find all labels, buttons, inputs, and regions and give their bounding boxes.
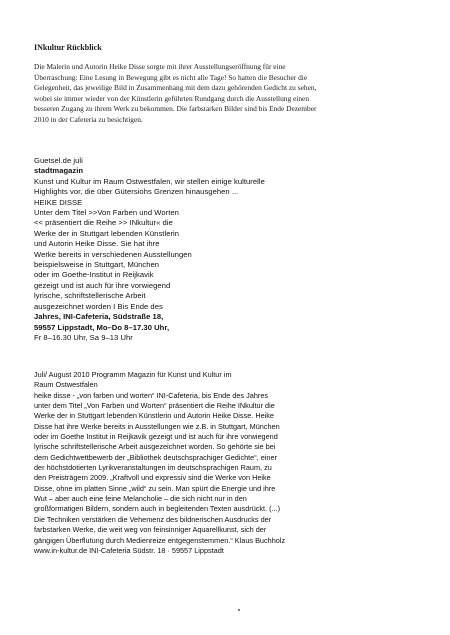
clipping-line: Juli/ August 2010 Programm Magazin für Kunst und Kultur im [34,370,232,379]
section1-line: wobei sie immer wieder von der Künstlerin geführten Rundgang durch die Ausstellung einen [34,93,310,103]
section1-line: Überraschung: Eine Lesung in Bewegung gibt es nicht alle Tage! So hatten die Besucher die [34,72,308,82]
clipping-line: << präsentiert die Reihe >> INkultur« die [34,218,173,228]
section1-line: besseren Zugang zu ihrem Werk zu bekommen. Die farbstarken Bilder sind bis Ende Dezember [34,104,317,114]
clipping-line: Werke der in Stuttgart lebenden Künstlerin und Autorin Heike Disse. Heike [34,411,274,421]
clipping-line: beispielsweise in Stuttgart, München [34,260,160,270]
section-guetsel-clipping [34,156,424,343]
clipping-line: Jahres, INI-Cafeteria, Südstraße 18, [34,312,164,322]
clipping-line: dem Gedichtwettbewerb der „Bibliothek deutschsprachiger Gedichte“, einer [34,452,277,462]
clipping-line: Disse, ohne im platten Sinne „wild“ zu sein. Man spürt die Energie und ihre [34,483,276,493]
clipping-line: unter dem Titel „Von Farben und Worten“ präsentiert die Reihe INkultur die [34,401,275,411]
clipping-line: lyrische, schriftstellerische Arbeit [34,291,146,301]
clipping-line: Raum Ostwestfalen [34,380,98,390]
clipping-line: Unter dem Titel >>Von Farben und Worten [34,208,179,218]
clipping-line: Wut – aber auch eine feine Melancholie – die sich nicht nur in den [34,494,247,504]
clipping-line: gängigen Überflutung durch Medienreize entgegenstemmen.“ Klaus Buchholz [34,535,286,545]
clipping-line: gezeigt und ist auch für ihre vorwiegend [34,280,171,290]
clipping-line: farbstarken Werke, die weit weg von feinsinniger Aquarellkunst, sich der [34,525,267,535]
clipping-line: HEIKE DISSE [34,197,83,207]
clipping-line: Werke bereits in verschiedenen Ausstellungen [34,249,192,259]
section-title: INkultur Rückblick [34,43,102,52]
clipping-line: Highlights vor, die über Gütersiohs Grenzen hinausgehen ... [34,187,239,197]
section-programm-magazin-clipping [34,370,424,556]
clipping-line: Guetsel.de juli [34,156,83,165]
clipping-line: der höchstdotierten Lyrikveranstaltungen im deutschsprachigen Raum, zu [34,463,272,473]
clipping-line: den Preisträgern 2009. „Kraftvoll und expressiv sind die Werke von Heike [34,473,271,483]
clipping-line: Werke der in Stuttgart lebenden Künstlerin [34,228,180,238]
clipping-line: Fr 8–16.30 Uhr, Sa 9–13 Uhr [34,332,133,342]
clipping-line: oder im Goethe-Institut in Reijkavik [34,270,154,280]
section1-line: Gelegenheit, das jeweilige Bild in Zusammenhang mit dem dazu gehörenden Gedicht zu sehen, [34,83,317,93]
clipping-line: Kunst und Kultur im Raum Ostwestfalen, wir stellen einige kulturelle [34,176,265,186]
clipping-line: stadtmagazin [34,166,84,176]
clipping-line: heike disse - „von farben und worten“ INI-Cafeteria, bis Ende des Jahres [34,390,269,400]
section-inkultur-rueckblick [34,43,424,126]
clipping-line: und Autorin Heike Disse. Sie hat ihre [34,239,160,249]
section1-body [34,62,424,126]
clipping-line: lyrische schriftstellerische Arbeit ausgezeichnet worden. So gehörte sie bei [34,442,276,452]
section1-line: Die Malerin und Autorin Heike Disse sorgte mit ihrer Ausstellungseröffnung für eine [34,62,286,71]
section1-line: 2010 in der Cafeteria zu besichtigen. [34,114,143,124]
clipping-line: ausgezeichnet worden I Bis Ende des [34,301,163,311]
page-mark [238,609,240,611]
clipping-line: Disse hat ihre Werke bereits in Ausstellungen wie z.B. in Stuttgart, München [34,421,280,431]
clipping-line: 59557 Lippstadt, Mo–Do 8–17.30 Uhr, [34,322,170,332]
clipping-line: www.in-kultur.de INI-Cafeteria Südstr. 18 · 59557 Lippstadt [34,545,224,555]
clipping-line: Die Techniken verstärken die Vehemenz des bildnerischen Ausdrucks der [34,514,272,524]
clipping-line: oder im Goethe Institut in Reijkavik gezeigt und ist auch für ihre vorwiegend [34,432,278,442]
clipping-line: großformatigen Bildern, sondern auch in begleitenden Texten ausdrückt. (...) [34,504,281,514]
